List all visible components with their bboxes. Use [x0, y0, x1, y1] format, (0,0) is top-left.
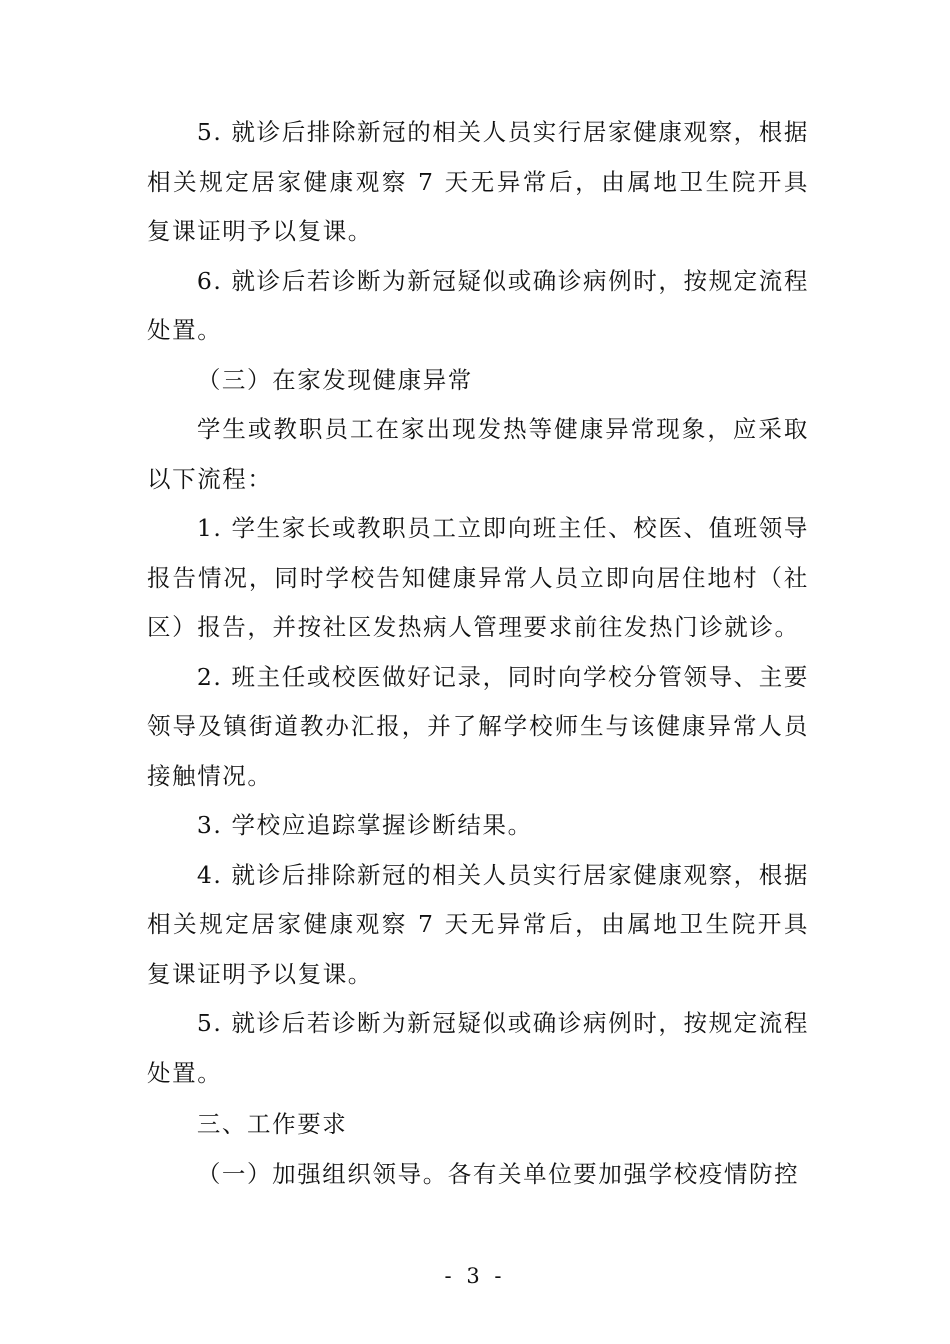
paragraph-organization: （一）加强组织领导。各有关单位要加强学校疫情防控 [196, 1159, 800, 1188]
paragraph-item-5-suspected: 5. 就诊后若诊断为新冠疑似或确诊病例时，按规定流程处置。 [147, 1009, 809, 1087]
paragraph-item-2-record: 2. 班主任或校医做好记录，同时向学校分管领导、主要领导及镇街道教办汇报，并了解学校师生与该健康异常人员接触情况。 [147, 662, 809, 790]
section-heading: 三、工作要求 [196, 1110, 348, 1138]
paragraph-home-intro: 学生或教职员工在家出现发热等健康异常现象，应采取以下流程： [147, 415, 809, 493]
document-body [147, 108, 809, 1199]
paragraph-item-5-observation: 5. 就诊后排除新冠的相关人员实行居家健康观察，根据相关规定居家健康观察 7 天无异常后，由属地卫生院开具复课证明予以复课。 [147, 118, 809, 245]
page-number: - 3 - [444, 1264, 506, 1288]
paragraph-item-4-observation: 4. 就诊后排除新冠的相关人员实行居家健康观察，根据相关规定居家健康观察 7 天无异常后，由属地卫生院开具复课证明予以复课。 [147, 860, 809, 988]
paragraph-item-3-track: 3. 学校应追踪掌握诊断结果。 [196, 811, 533, 839]
paragraph-item-6-suspected: 6. 就诊后若诊断为新冠疑似或确诊病例时，按规定流程处置。 [147, 266, 809, 344]
paragraph-item-1-report: 1. 学生家长或教职员工立即向班主任、校医、值班领导报告情况，同时学校告知健康异常人员立即向居住地村（社区）报告，并按社区发热病人管理要求前往发热门诊就诊。 [147, 514, 809, 641]
subsection-title-home: （三）在家发现健康异常 [196, 365, 473, 394]
